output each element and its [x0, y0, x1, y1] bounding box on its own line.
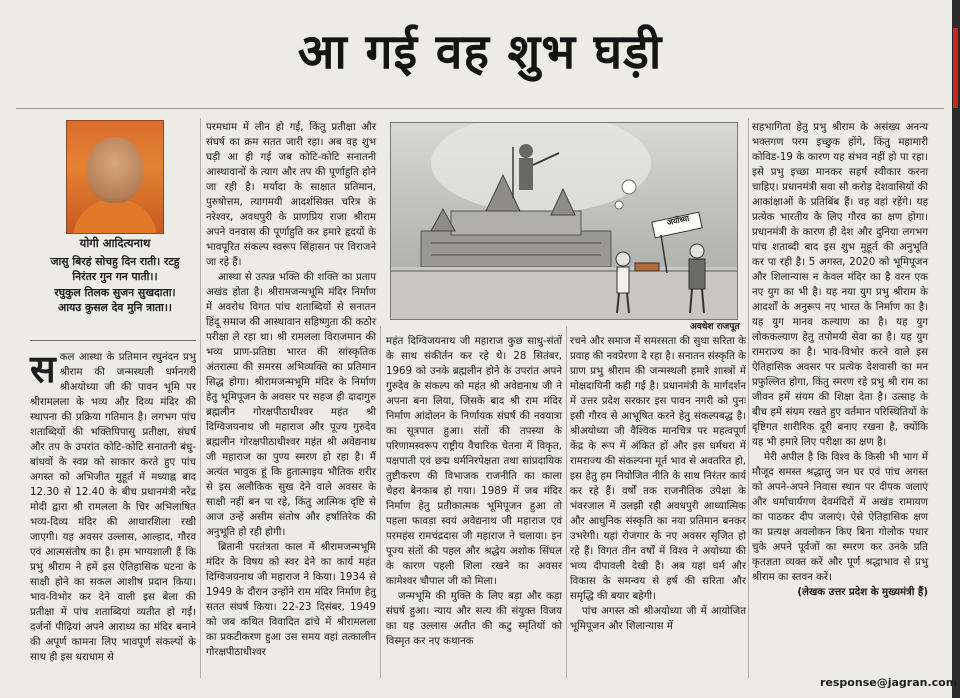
verse-line: आयउ कुसल देव मुनि त्राता।। — [57, 301, 173, 314]
paragraph: मेरी अपील है कि विश्व के किसी भी भाग में मौजूद समस्त श्रद्धालु जन घर एवं पांच अगस्त को अपने-अपने निवास स्थान पर दीपक जलाएं और धर्माचार्यगण देवमंदिरों में अखंड रामायण का पाठकर दीप जलाएं। ऐसे ऐतिहासिक क्षण का प्रत्यक्ष अवलोकन किए बिना गोलोक पधार चुके अपने पूर्वजों का स्मरण कर उनके प्रति कृतज्ञता व्यक्त करें और पूर्ण श्रद्धाभाव से प्रभु श्रीराम का स्तवन करें। — [752, 452, 928, 583]
column-2 — [206, 120, 376, 660]
column-1 — [30, 347, 196, 665]
photo-robe — [73, 199, 157, 234]
illustration-credit: अवधेश राजपूत — [690, 322, 740, 332]
column-1-text: कल आस्था के प्रतिमान रघुनंदन प्रभु श्रीराम की जन्मस्थली धर्मनगरी श्रीअयोध्या जी की पावन भूमि पर श्रीरामलला के भव्य और दिव्य मंदिर की स्थापना की प्रक्रिया गतिमान है। लगभग पांच शताब्दियों की भक्तिपिपासु प्रतीक्षा, संघर्ष और तप के उपरांत कोटि-कोटि सनातनी बंधु-बांधवों के स्वप्न को साकार करते हुए पांच अगस्त को अभिजीत मुहूर्त में मध्याह्न बाद 12.30 से 12.40 के बीच प्रधानमंत्री नरेंद्र मोदी द्वारा श्री रामलला के चिर अभिलाषित भव्य-दिव्य मंदिर की आधारशिला रखी जाएगी। यह अवसर उल्लास, आल्हाद, गौरव एवं आत्मसंतोष का है। हम भाग्यशाली हैं कि प्रभु श्रीराम ने हमें इस ऐतिहासिक घटना के साक्षी होने का सकल आशीष प्रदान किया। भाव-विभोर कर देने वाली इस बेला की प्रतीक्षा में पांच शताब्दियां व्यतीत हो गईं। दर्जनों पीढ़ियां अपने आराध्य का मंदिर बनाने की अपूर्ण कामना लिए भावपूर्ण संकल्पों के साथ ही इस धराधाम से — [30, 352, 196, 663]
photo-caption — [40, 236, 190, 316]
column-3 — [386, 334, 562, 649]
signboard-text: अयोध्या — [666, 213, 690, 228]
column-divider — [200, 118, 201, 678]
verse-line: निरंतर गुन गन पाती।। — [72, 270, 158, 283]
verse-line: जासु बिरहं सोचहु दिन राती। रटहु — [50, 254, 180, 268]
verse-line: रघुकुल तिलक सुजन सुखदाता। — [54, 285, 176, 299]
author-name: योगी आदित्यनाथ — [79, 236, 151, 250]
caption-rule — [30, 340, 196, 341]
paragraph: आस्था से उत्पन्न भक्ति की शक्ति का प्रताप अखंड होता है। श्रीरामजन्मभूमि मंदिर निर्माण में अवरोध विगत पांच शताब्दियों से सनातन हिंदू समाज की आस्थावान सहिष्णुता की कठोर परीक्षा ले रहा था। श्री रामलला विराजमान की भव्य प्राण-प्रतिष्ठा भारत की सांस्कृतिक अंतरात्मा की समरस अभिव्यक्ति का प्रतिमान सिद्ध होगा। श्रीरामजन्मभूमि मंदिर के निर्माण हेतु भूमिपूजन के अवसर पर सहज ही दादागुरु ब्रह्मलीन गोरक्षपीठाधीश्वर महंत श्री दिग्विजयनाथ जी महाराज और पूज्य गुरुदेव ब्रह्मलीन गोरक्षपीठाधीश्वर महंत श्री अवेद्यनाथ जी महाराज का पुण्य स्मरण हो रहा है। मैं अत्यंत भावुक हूं कि हुतात्माइय भौतिक शरीर से इस अलौकिक सुख देने वाले अवसर के साक्षी नहीं बन पा रहे, किंतु आत्मिक दृष्टि से आज उन्हें असीम संतोष और हर्षातिरेक की अनुभूति हो रही होगी। — [206, 272, 376, 538]
author-photo — [66, 120, 164, 234]
column-5 — [752, 120, 928, 600]
paragraph: ब्रितानी परतंत्रता काल में श्रीरामजन्मभूमि मंदिर के विषय को स्वर देने का कार्य महंत दिग्विजयनाथ जी महाराज ने किया। 1934 से 1949 के दौरान उन्होंने राम मंदिर निर्माण हेतु सतत संघर्ष किया। 22-23 दिसंबर, 1949 को जब कथित विवादित ढांचे में श्रीरामलला का प्रकटीकरण हुआ उस समय वहां तत्कालीन गोरक्षपीठाधीश्वर — [206, 542, 376, 658]
column-divider — [380, 326, 381, 678]
paragraph: महंत दिग्विजयनाथ जी महाराज कुछ साधु-संतों के साथ संकीर्तन कर रहे थे। 28 सितंबर, 1969 को उनके ब्रह्मलीन होने के उपरांत अपने गुरुदेव के संकल्प को महंत श्री अवेद्यनाथ जी ने अपना बना लिया, जिसके बाद श्री राम मंदिर निर्माण आंदोलन के निर्णायक संघर्ष की नवयात्रा का सूत्रपात हुआ। संतों की तपस्या के परिणामस्वरूप राष्ट्रीय वैचारिक चेतना में विकृत, पक्षपाती एवं छद्म धर्मनिरपेक्षता तथा सांप्रदायिक तुष्टीकरण की विभाजक राजनीति का काला चेहरा बेनकाब हो गया। 1989 में जब मंदिर निर्माण हेतु प्रतीकात्मक भूमिपूजन हुआ तो पहला फावड़ा स्वयं अवेद्यनाथ जी महाराज एवं परमहंस रामचंद्रदास जी महाराज ने चलाया। इन पूज्य संतों की पहल और श्रद्धेय अशोक सिंघल के कारण पहली शिला रखने का अवसर कामेश्वर चौपाल जी को मिला। — [386, 336, 562, 587]
drop-cap: स — [30, 347, 56, 391]
paragraph: रचने और समाज में समरसता की सुधा सरिता के प्रवाह की नवप्रेरणा दे रहा है। सनातन संस्कृति के प्राण प्रभु श्रीराम की जन्मस्थली हमारे शास्त्रों में मोक्षदायिनी कही गई है। प्रधानमंत्री के मार्गदर्शन में उत्तर प्रदेश सरकार इस पावन नगरी को पुनः इसी गौरव से आभूषित करने हेतु संकल्पबद्ध है। श्रीअयोध्या जी वैश्विक मानचित्र पर महत्वपूर्ण केंद्र के रूप में अंकित हों और इस धर्मधरा में रामराज्य की संकल्पना मूर्त भाव से अवतरित हो, इस हेतु हम नियोजित नीति के साथ निरंतर कार्य कर रहे हैं। वर्षों तक राजनीतिक उपेक्षा के भंवरजाल में उलझी रही अवधपुरी आध्यात्मिक और आधुनिक संस्कृति का नया प्रतिमान बनकर उभरेगी। यहां रोजगार के नए अवसर सृजित हो रहे हैं। विगत तीन वर्षों में विश्व ने अयोध्या की भव्य दीपावली देखी है। अब यहां धर्म और विकास के समन्वय से हर्ष की सरिता और समृद्धि की बयार बहेगी। — [570, 336, 746, 602]
column-4 — [570, 334, 746, 634]
headline: आ गई वह शुभ घड़ी — [297, 24, 663, 80]
column-divider — [566, 326, 567, 678]
paragraph: जन्मभूमि की मुक्ति के लिए बड़ा और कड़ा संघर्ष हुआ। न्याय और सत्य की संयुक्त विजय का यह उल्लास अतीत की कटु स्मृतियों को विस्मृत कर नए कथानक — [386, 591, 562, 647]
photo-face — [87, 137, 143, 203]
author-note: (लेखक उत्तर प्रदेश के मुख्यमंत्री हैं) — [797, 587, 928, 598]
paragraph: पांच अगस्त को श्रीअयोध्या जी में आयोजित भूमिपूजन और शिलान्यास में — [570, 606, 746, 632]
paragraph: सहभागिता हेतु प्रभु श्रीराम के असंख्य अनन्य भक्तगण परम इच्छुक होंगे, किंतु महामारी कोविड-19 के कारण यह संभव नहीं हो पा रहा। इसे प्रभु इच्छा मानकर सहर्ष स्वीकार करना चाहिए। प्रधानमंत्री सवा सौ करोड़ देशवासियों की आकांक्षाओं के प्रतिबिंब हैं। वह वहां रहेंगे। यह प्रत्येक भारतीय के लिए गौरव का क्षण होगा। प्रधानमंत्री के कारण ही देश और दुनिया लगभग पांच शताब्दी बाद इस शुभ मुहूर्त की अनुभूति कर पा रही है। 5 अगस्त, 2020 को भूमिपूजन और शिलान्यास न केवल मंदिर का है वरन एक नए युग का भी है। यह नया युग प्रभु श्रीराम के आदर्शों के अनुरूप नए भारत के निर्माण का है। यह युग मानव कल्याण का है। यह युग लोककल्याण हेतु तपोमयी सेवा का है। यह युग रामराज्य का है। भाव-विभोर करने वाले इस ऐतिहासिक अवसर पर प्रत्येक देशवासी का मन प्रफुल्लित होगा, किंतु स्मरण रहे प्रभु श्री राम का जीवन हमें संयम की शिक्षा देता है। उत्साह के बीच हमें संयम रखते हुए वर्तमान परिस्थितियों के दृष्टिगत शारीरिक दूरी बनाए रखना है, क्योंकि यह भी हमारे लिए परीक्षा का क्षण है। — [752, 122, 928, 448]
cartoon-illustration — [390, 122, 738, 320]
response-email[interactable]: response@jagran.com — [820, 676, 958, 689]
headline-rule — [16, 108, 944, 109]
paragraph: परमधाम में लीन हो गई, किंतु प्रतीक्षा और संघर्ष का क्रम सतत जारी रहा। अब वह शुभ घड़ी आ ही गई जब कोटि-कोटि सनातनी आस्थावानों के त्याग और तप की पूर्णाहुति होने जा रही है। मर्यादा के साक्षात प्रतिमान, पुरुषोत्तम, त्यागमयी आदर्शसिक्त चरित्र के नरेश्वर, अवधपुरी के प्राणप्रिय राजा श्रीराम अपने वनवास की पूर्णाहुति कर हमारे हृदयों के भावपूरित संकल्प स्वरूप सिंहासन पर विराजने जा रहे हैं। — [206, 122, 376, 268]
column-divider — [748, 118, 749, 678]
